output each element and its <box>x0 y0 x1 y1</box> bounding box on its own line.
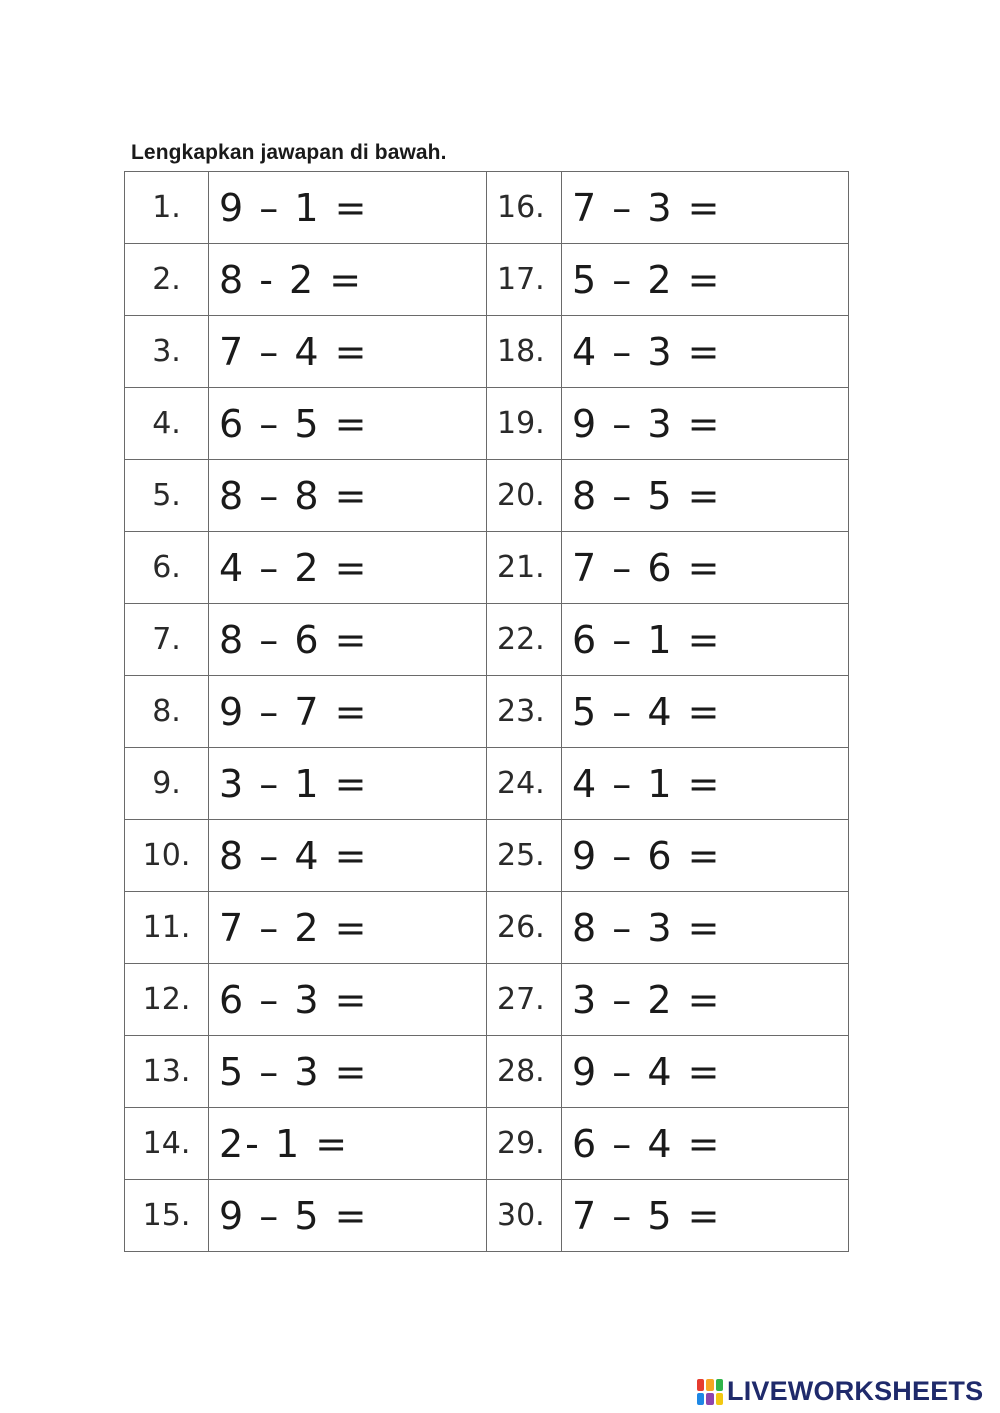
question-number: 8. <box>125 676 209 748</box>
question-expression: 7 – 6 = <box>562 532 849 604</box>
table-row <box>125 748 849 820</box>
question-number: 13. <box>125 1036 209 1108</box>
question-expression: 4 – 1 = <box>562 748 849 820</box>
question-expression: 6 – 3 = <box>209 964 487 1036</box>
question-number: 14. <box>125 1108 209 1180</box>
logo-square <box>697 1379 704 1391</box>
table-row <box>125 1180 849 1252</box>
question-expression: 9 – 4 = <box>562 1036 849 1108</box>
logo-square <box>706 1393 713 1405</box>
worksheet-table <box>124 171 849 1252</box>
question-expression: 8 - 2 = <box>209 244 487 316</box>
table-row <box>125 820 849 892</box>
table-row <box>125 1108 849 1180</box>
question-number: 22. <box>487 604 562 676</box>
table-row <box>125 388 849 460</box>
table-row <box>125 604 849 676</box>
table-row <box>125 964 849 1036</box>
question-number: 9. <box>125 748 209 820</box>
logo-square <box>716 1393 723 1405</box>
question-expression: 9 – 5 = <box>209 1180 487 1252</box>
question-number: 19. <box>487 388 562 460</box>
question-expression: 8 – 5 = <box>562 460 849 532</box>
question-expression: 8 – 3 = <box>562 892 849 964</box>
question-number: 3. <box>125 316 209 388</box>
table-row <box>125 676 849 748</box>
question-expression: 9 – 6 = <box>562 820 849 892</box>
question-expression: 7 – 3 = <box>562 172 849 244</box>
question-number: 12. <box>125 964 209 1036</box>
table-row <box>125 460 849 532</box>
question-number: 10. <box>125 820 209 892</box>
question-number: 18. <box>487 316 562 388</box>
question-expression: 3 – 1 = <box>209 748 487 820</box>
question-expression: 6 – 1 = <box>562 604 849 676</box>
logo-square <box>716 1379 723 1391</box>
question-number: 7. <box>125 604 209 676</box>
table-row <box>125 244 849 316</box>
question-number: 1. <box>125 172 209 244</box>
question-expression: 4 – 2 = <box>209 532 487 604</box>
brand-watermark <box>697 1376 983 1407</box>
question-number: 5. <box>125 460 209 532</box>
question-number: 17. <box>487 244 562 316</box>
question-expression: 3 – 2 = <box>562 964 849 1036</box>
question-expression: 7 – 2 = <box>209 892 487 964</box>
worksheet-body <box>125 172 849 1252</box>
instruction-heading: Lengkapkan jawapan di bawah. <box>131 141 447 164</box>
question-number: 20. <box>487 460 562 532</box>
question-expression: 2- 1 = <box>209 1108 487 1180</box>
question-expression: 9 – 7 = <box>209 676 487 748</box>
question-expression: 6 – 4 = <box>562 1108 849 1180</box>
question-number: 21. <box>487 532 562 604</box>
liveworksheets-logo-icon <box>697 1379 723 1405</box>
question-number: 15. <box>125 1180 209 1252</box>
logo-square <box>697 1393 704 1405</box>
brand-text: LIVEWORKSHEETS <box>727 1376 984 1406</box>
question-number: 4. <box>125 388 209 460</box>
question-number: 11. <box>125 892 209 964</box>
question-expression: 8 – 6 = <box>209 604 487 676</box>
question-number: 6. <box>125 532 209 604</box>
question-expression: 4 – 3 = <box>562 316 849 388</box>
question-number: 29. <box>487 1108 562 1180</box>
question-expression: 7 – 5 = <box>562 1180 849 1252</box>
question-number: 2. <box>125 244 209 316</box>
question-number: 27. <box>487 964 562 1036</box>
table-row <box>125 532 849 604</box>
question-expression: 8 – 8 = <box>209 460 487 532</box>
table-row <box>125 172 849 244</box>
table-row <box>125 892 849 964</box>
question-expression: 9 – 1 = <box>209 172 487 244</box>
logo-square <box>706 1379 713 1391</box>
question-number: 28. <box>487 1036 562 1108</box>
question-number: 25. <box>487 820 562 892</box>
question-expression: 6 – 5 = <box>209 388 487 460</box>
question-expression: 5 – 3 = <box>209 1036 487 1108</box>
question-expression: 9 – 3 = <box>562 388 849 460</box>
table-row <box>125 316 849 388</box>
question-expression: 5 – 2 = <box>562 244 849 316</box>
question-number: 23. <box>487 676 562 748</box>
question-expression: 5 – 4 = <box>562 676 849 748</box>
question-number: 16. <box>487 172 562 244</box>
question-number: 30. <box>487 1180 562 1252</box>
question-expression: 7 – 4 = <box>209 316 487 388</box>
question-number: 24. <box>487 748 562 820</box>
question-expression: 8 – 4 = <box>209 820 487 892</box>
table-row <box>125 1036 849 1108</box>
question-number: 26. <box>487 892 562 964</box>
